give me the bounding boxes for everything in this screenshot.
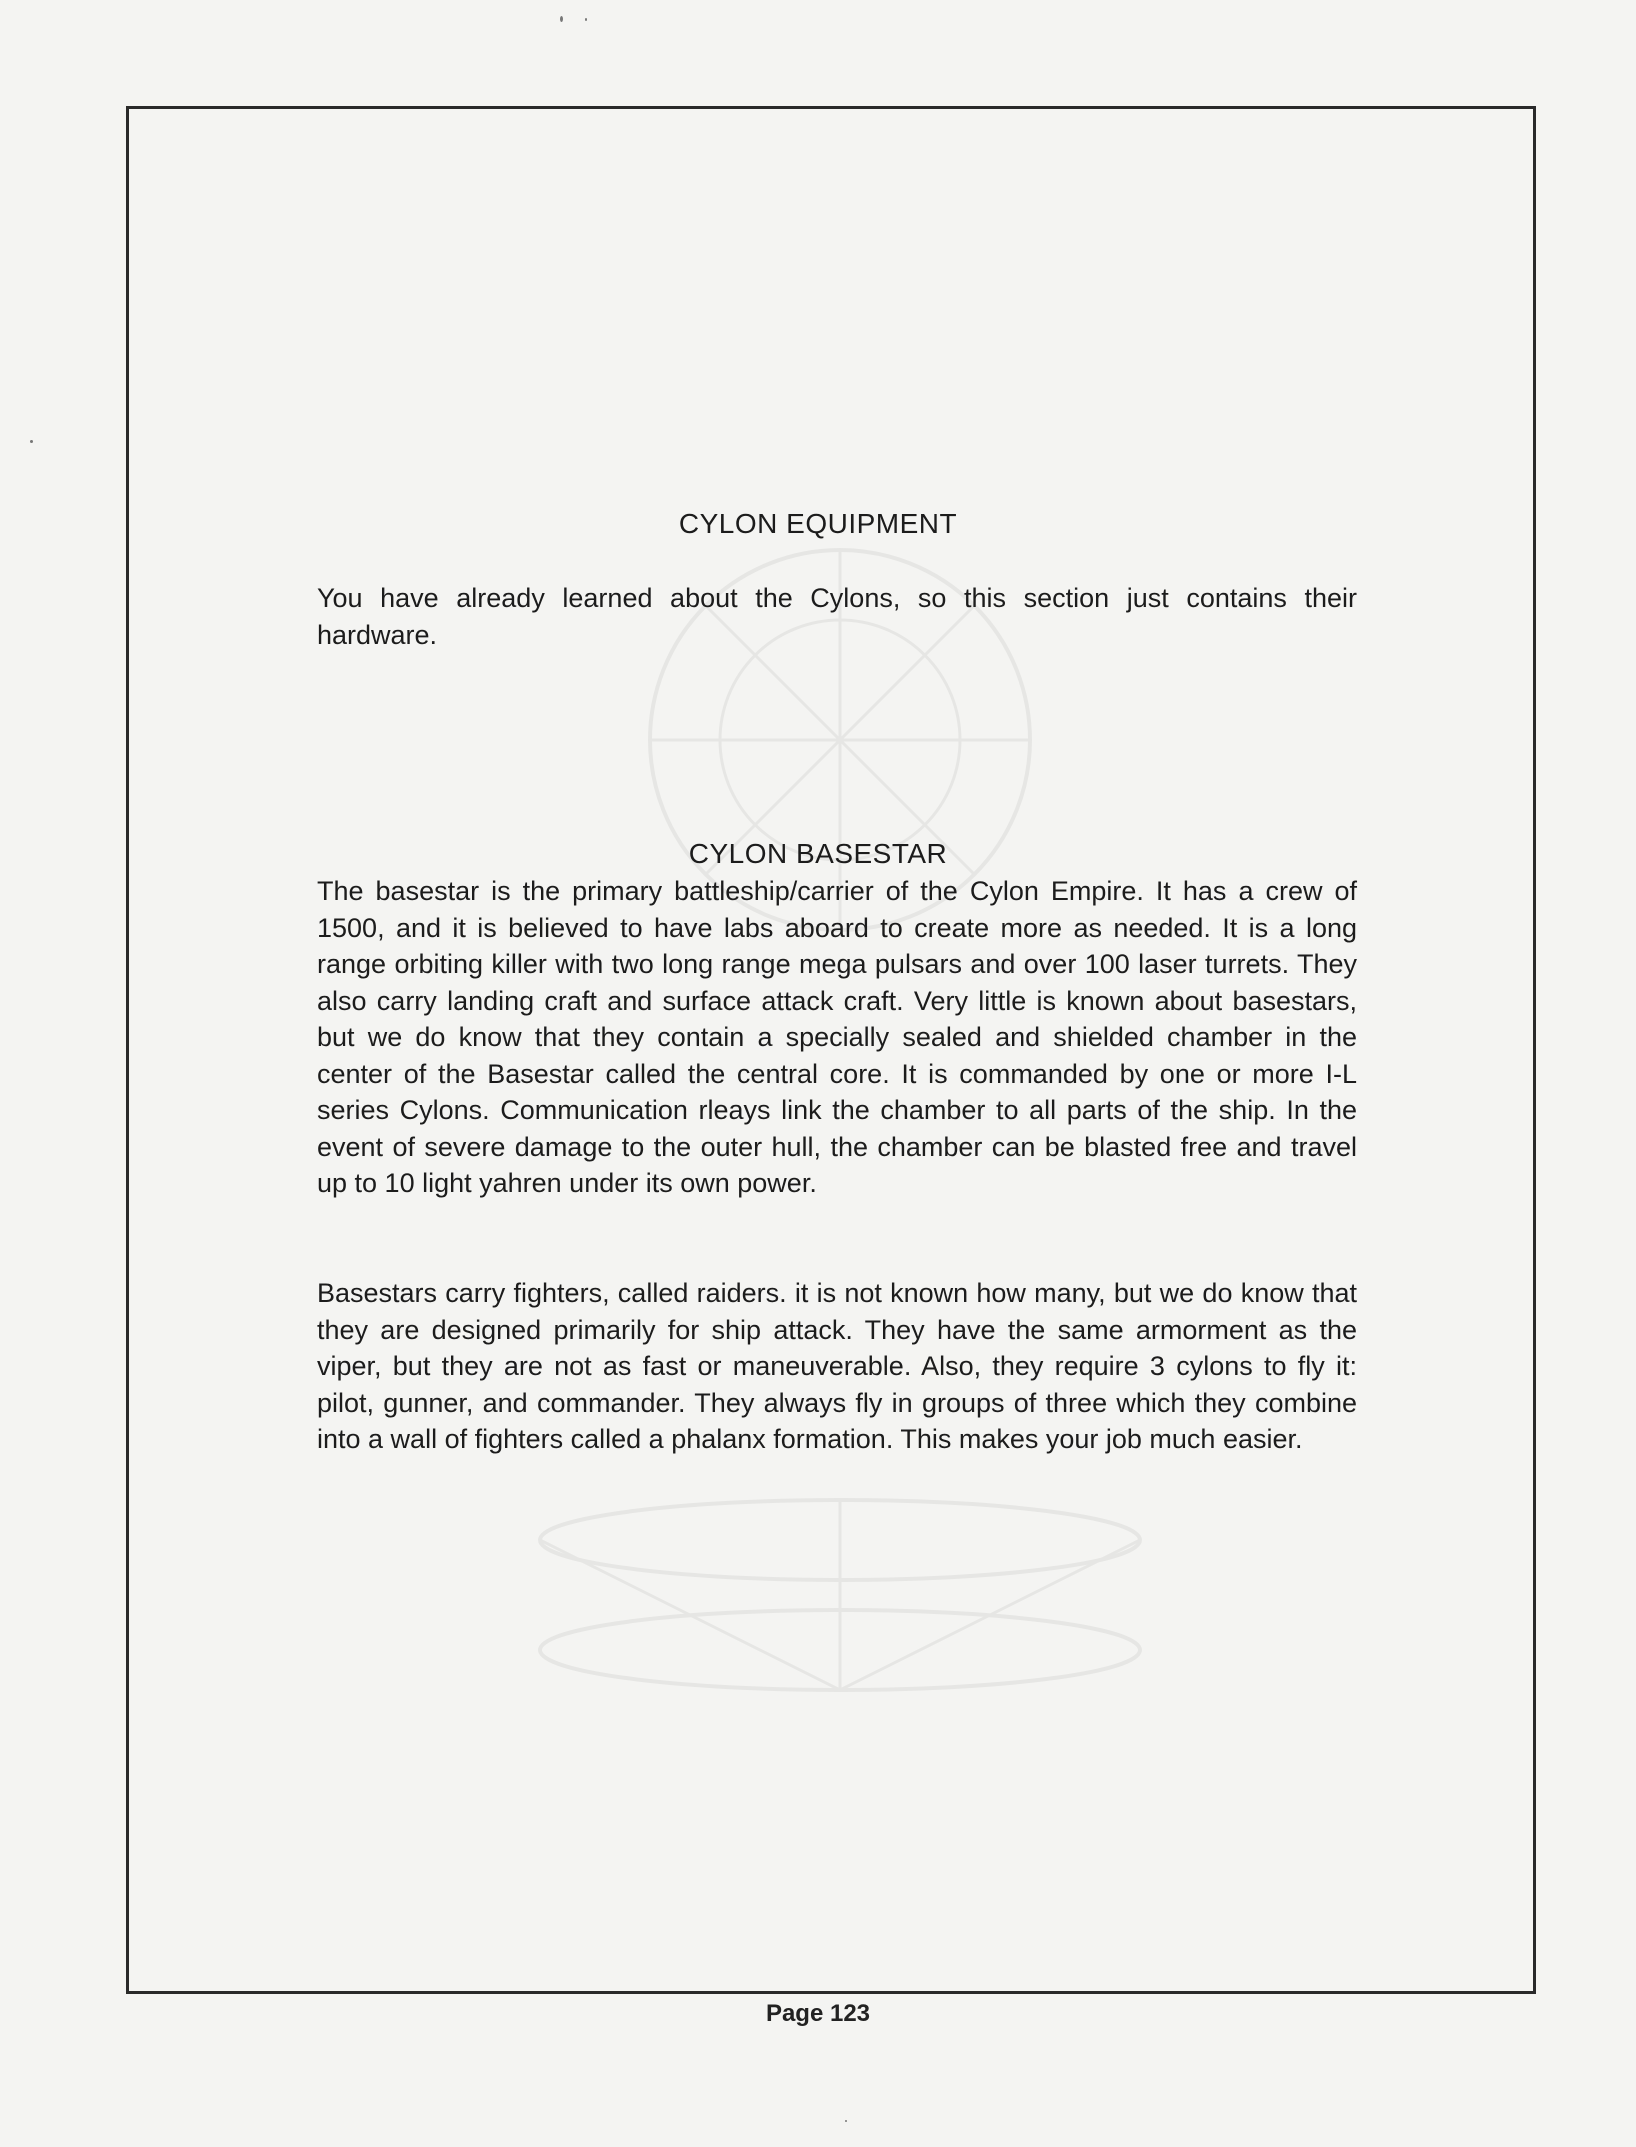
page-title: CYLON EQUIPMENT (678, 508, 958, 539)
scan-speck (560, 16, 563, 22)
scan-speck (845, 2120, 847, 2122)
body-paragraph-1: The basestar is the primary battleship/carrier of the Cylon Empire. It has a crew of 1500, and it is believed to have labs aboard to create more as needed. It is a long range orbiting killer with two long range mega pulsars and over 100 laser turrets. They also carry landing craft and surface attack craft. Very little is known about basestars, but we do know that they contain a specially sealed and shielded chamber in the center of the Basestar called the central core. It is commanded by one or more I-L series Cylons. Communication rleays link the chamber to all parts of the ship. In the event of severe damage to the outer hull, the chamber can be blasted free and travel up to 10 light yahren under its own power. (317, 876, 1357, 1198)
body-paragraph-2: Basestars carry fighters, called raiders. it is not known how many, but we do know that they are designed primarily for ship attack. They have the same armorment as the viper, but they are not as fast or maneuverable. Also, they require 3 cylons to fly it: pilot, gunner, and commander. They always fly in groups of three which they combine into a wall of fighters called a phalanx formation. This makes your job much easier. (317, 1278, 1357, 1454)
scan-speck (30, 440, 33, 443)
section-heading: CYLON BASESTAR (688, 838, 948, 869)
intro-paragraph: You have already learned about the Cylons, so this section just contains their hardware. (317, 583, 1357, 650)
page-number: Page 123 (765, 2000, 871, 2027)
scan-speck (585, 18, 587, 21)
